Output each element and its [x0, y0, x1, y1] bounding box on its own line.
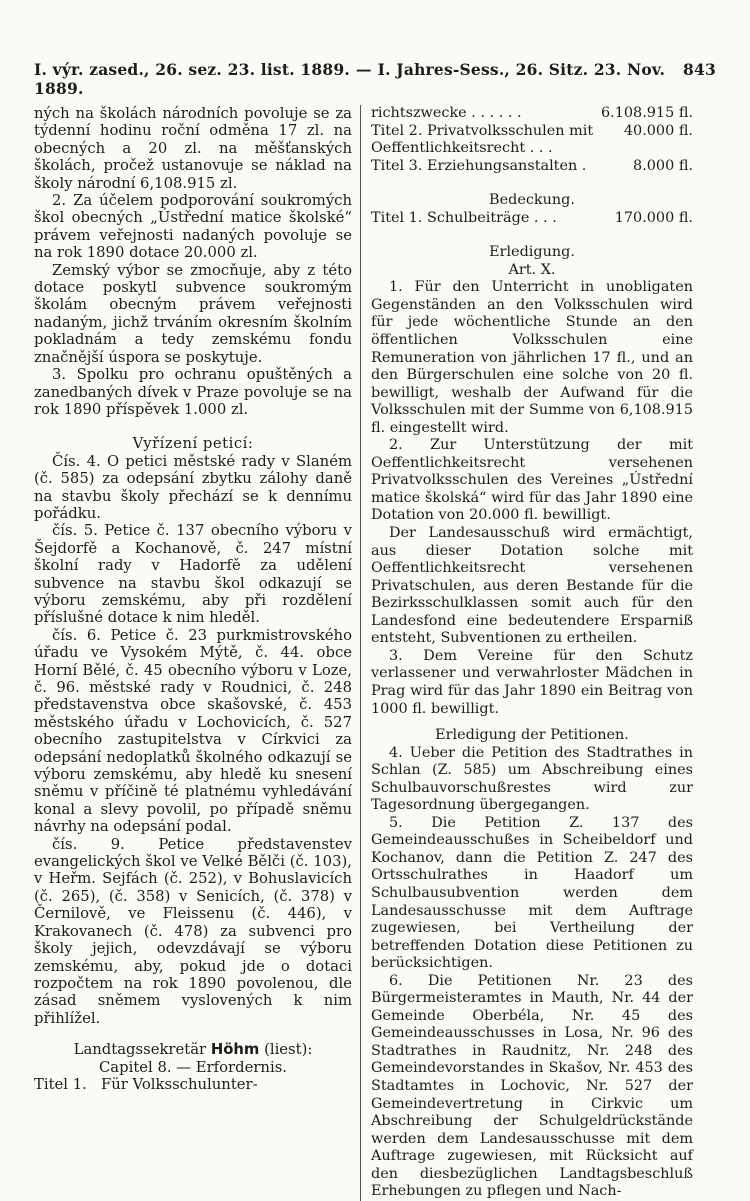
- secretary-line: Landtagssekretär Höhm (liest):: [73, 1041, 313, 1059]
- paragraph: 6. Die Petitionen Nr. 23 des Bürgermeisteramtes in Mauth, Nr. 44 der Gemeinde Oberbéla, Nr. 45 des Gemeindeausschusses in Losa, Nr. 96 des Stadtrathes in Raudnitz, Nr. 248 des Gemeindevorstandes in Skašov, Nr. 453 des Stadtamtes in Lochovic, Nr. 527 der Gemeindevertretung in Cirkvic um Abschreibung der Schulgeldrückstände werden dem Landesausschusse mit dem Auftrage zugewiesen, mit Rücksicht auf den diesbezüglichen Landtagsbeschluß Erhebungen zu pflegen und Nach-: [371, 972, 693, 1200]
- secretary-name: Höhm: [210, 1041, 260, 1059]
- paragraph: 2. Zur Unterstützung der mit Oeffentlichkeitsrecht versehenen Privatvolksschulen des Vereines „Ústřední matice školská“ wird für das Jahr 1890 eine Dotation von 20.000 fl. bewilligt.: [371, 437, 693, 524]
- budget-amount: 40.000 fl.: [623, 122, 693, 139]
- running-header: [34, 60, 716, 98]
- page-number: 843: [683, 60, 716, 79]
- paragraph: Čís. 4. O petici městské rady v Slaném (č. 585) za odepsání zbytku zálohy daně na stavbu školy přechází se k dennímu pořádku.: [34, 452, 352, 522]
- german-column: [361, 105, 693, 1201]
- paragraph: 2. Za účelem podporování soukromých škol obecných „Ústřední matice školské“ právem veřejnosti nadaných povoluje se na rok 1890 dotace 20.000 zl.: [34, 192, 352, 262]
- budget-row: richtszwecke . . . . . . 6.108.915 fl.: [371, 105, 693, 121]
- czech-column: [34, 105, 361, 1201]
- paragraph: 5. Die Petition Z. 137 des Gemeindeausschußes in Scheibeldorf und Kochanov, dann die Petition Z. 247 des Ortsschulrathes in Haadorf um Schulbausubvention werden dem Landesausschusse mit dem Auftrage zugewiesen, bei Vertheilung der betreffenden Dotation diese Petitionen zu berücksichtigen.: [371, 814, 693, 972]
- budget-row: Titel 3. Erziehungsanstalten . 8.000 fl.: [371, 157, 693, 174]
- paragraph: ných na školách národních povoluje se za týdenní hodinu roční odměna 17 zl. na obecných a 20 zl. na měšťanských školách, pročež ustanovuje se náklad na školy národní 6,108.915 zl.: [34, 105, 352, 192]
- budget-row: Titel 2. Privatvolksschulen mit Oeffentlichkeitsrecht . . . 40.000 fl.: [371, 122, 693, 157]
- header-separator: —: [355, 60, 372, 79]
- paragraph: čís. 9. Petice představenstev evangelických škol ve Velké Bělči (č. 103), v Heřm. Sejfách (č. 252), v Bohuslavicích (č. 265), (č. 358) v Senicích, (č. 378) v Černilově, ve Fleissenu (č. 446), v Krakovanech (č. 478) za subvenci pro školy jejich, odevzdávají se výboru zemskému, aby, pokud jde o dotaci rozpočtem na rok 1890 povolenou, dle zásad sněmem vyslovených k nim přihlížel.: [34, 835, 352, 1027]
- budget-amount: 170.000 fl.: [614, 209, 693, 226]
- paragraph: 4. Ueber die Petition des Stadtrathes in Schlan (Z. 585) um Abschreibung eines Schulbauvorschußrestes wird zur Tagesordnung übergegangen.: [371, 744, 693, 814]
- section-heading: Erledigung.: [489, 244, 575, 261]
- paragraph: Der Landesausschuß wird ermächtigt, aus dieser Dotation solche mit Oeffentlichkeitsrecht versehenen Privatschulen, aus deren Bestande für die Bezirksschulklassen somit auch für den Landesfond eine bedeutendere Ersparniß entsteht, Subventionen zu ertheilen.: [371, 525, 693, 647]
- paragraph: 1. Für den Unterricht in unobligaten Gegenständen an den Volksschulen wird für jede wöchentliche Stunde an den öffentlichen Volksschulen eine Remuneration von jährlichen 17 fl., und an den Bürgerschulen eine solche von 20 fl. bewilligt, weshalb der Aufwand für die Volksschulen mit der Summe von 6,108.915 fl. eingestellt wird.: [371, 279, 693, 436]
- budget-amount: 8.000 fl.: [633, 157, 693, 174]
- budget-row: Titel 1. Schulbeiträge . . . 170.000 fl.: [371, 209, 693, 226]
- section-heading: Erledigung der Petitionen.: [435, 727, 629, 744]
- paragraph: Zemský výbor se zmocňuje, aby z této dotace poskytl subvence soukromým školám obecným právem veřejnosti nadaným, jichž trváním okresním školním pokladnám a tedy zemskému fondu značnější úspora se poskytuje.: [34, 261, 352, 366]
- paragraph: 3. Dem Vereine für den Schutz verlassener und verwahrloster Mädchen in Prag wird für das Jahr 1890 ein Beitrag von 1000 fl. bewilligt.: [371, 647, 693, 717]
- section-heading: Bedeckung.: [489, 192, 575, 209]
- article-heading: Art. X.: [508, 261, 556, 278]
- chapter-heading: Capitel 8. — Erfordernis.: [98, 1058, 287, 1076]
- header-german: I. Jahres-Sess., 26. Sitz. 23. Nov. 1889.: [34, 60, 666, 98]
- paragraph: čís. 5. Petice č. 137 obecního výboru v Šejdorfě a Kochanově, č. 247 místní školní rady v Hadorfě za udělení subvence na stavbu škol odkazují se výboru zemskému, aby při rozdělení příslušné dotace k nim hleděl.: [34, 522, 352, 627]
- header-czech: I. výr. zased., 26. sez. 23. list. 1889. — I. Jahres-Sess., 26. Sitz. 23. Nov. 1889.: [34, 60, 666, 98]
- title-line: Titel 1. Für Volksschulunter-: [34, 1075, 258, 1093]
- budget-amount: 6.108.915 fl.: [601, 105, 693, 121]
- section-heading: Vyřízení peticí:: [132, 435, 254, 453]
- paragraph: čís. 6. Petice č. 23 purkmistrovského úřadu ve Vysokém Mýtě, č. 44. obce Horní Bělé, č. 45 obecního výboru v Loze, č. 96. městské rady v Roudnici, č. 248 představenstva obce skašovské, č. 453 městského úřadu v Lochovicích, č. 527 obecního zastupitelstva v Církvici za odepsání nedoplatků školného odkazují se výboru zemskému, aby hledě ku snesení sněmu v příčině té platnému vyhledávání konal a slevy povolil, po případě sněmu návrhy na odepsání podal.: [34, 626, 352, 836]
- two-column-body: [34, 105, 716, 1201]
- paragraph: 3. Spolku pro ochranu opuštěných a zanedbaných dívek v Praze povoluje se na rok 1890 příspěvek 1.000 zl.: [34, 366, 352, 418]
